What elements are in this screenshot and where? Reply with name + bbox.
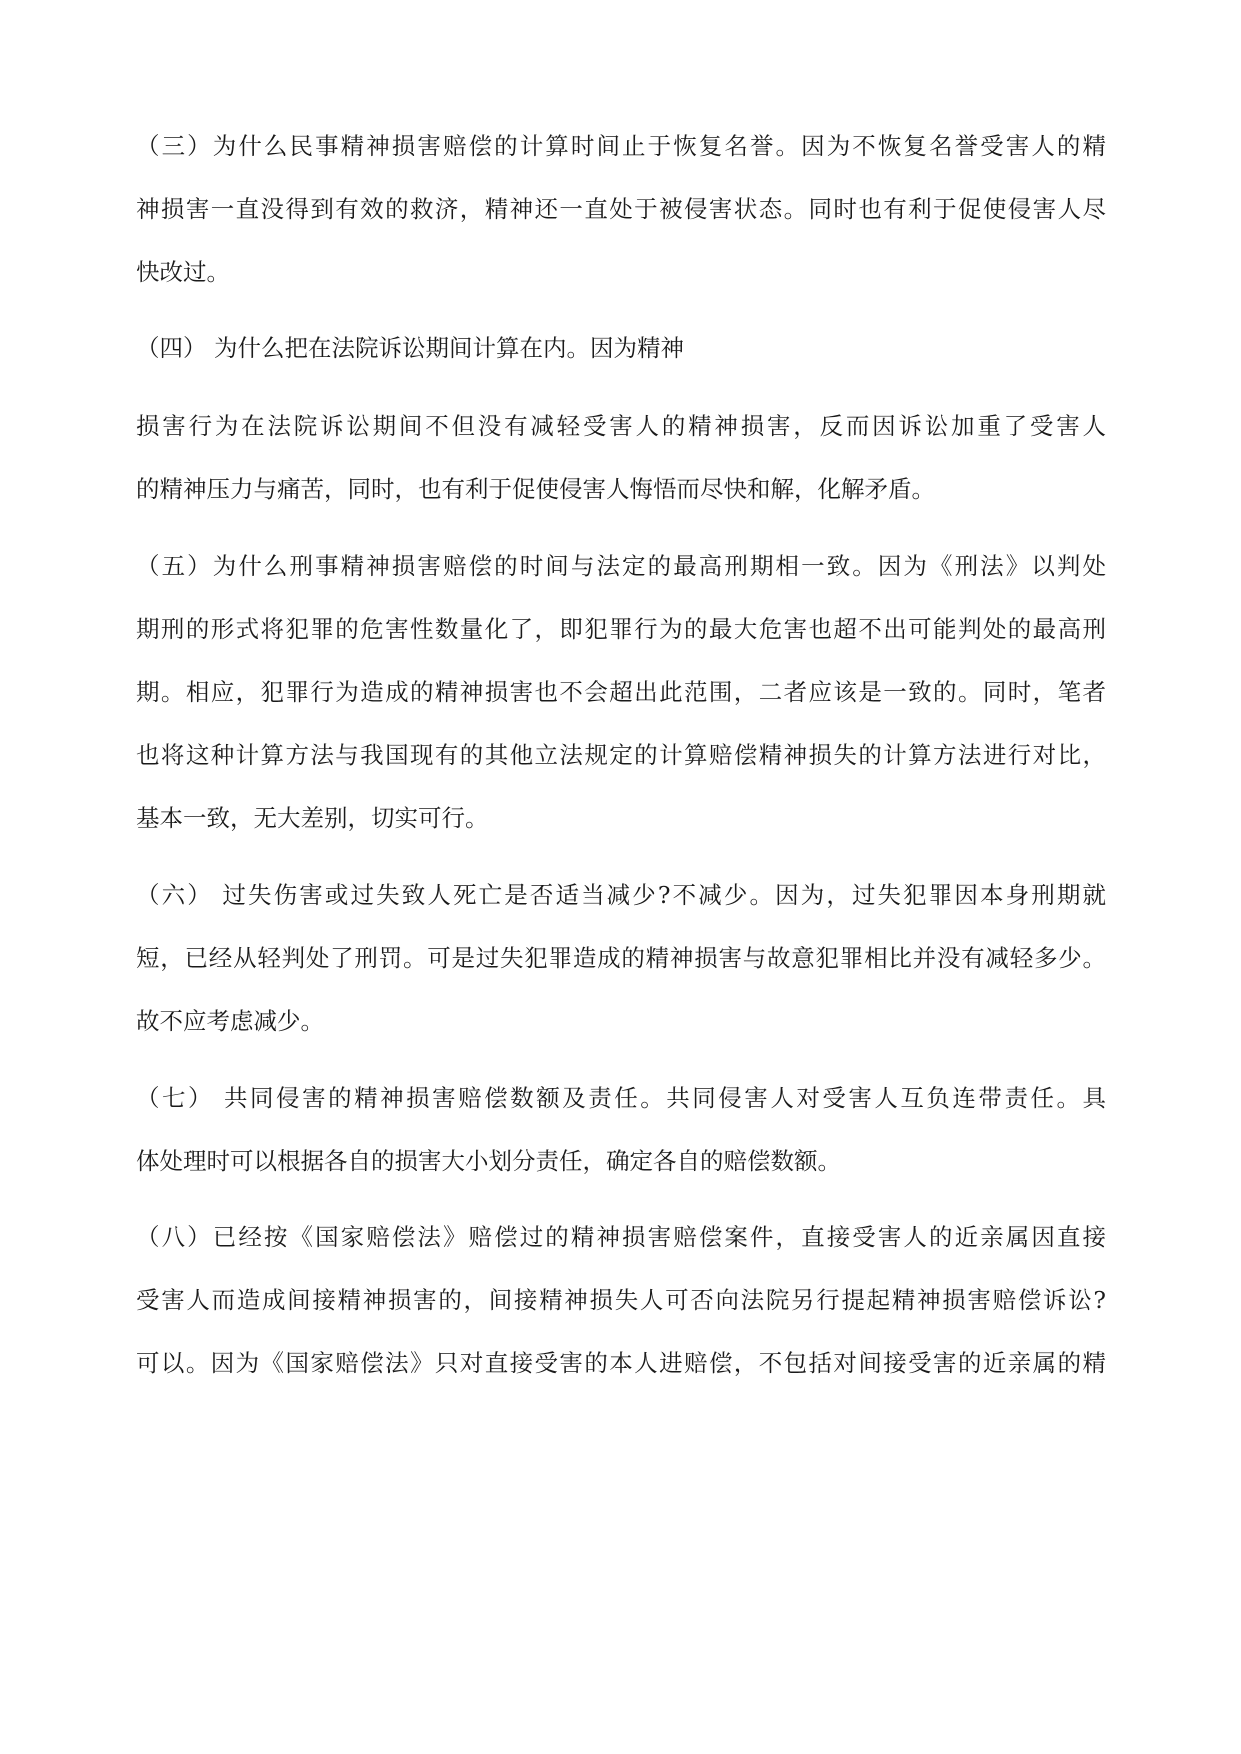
text-line: 可以。因为《国家赔偿法》只对直接受害的本人进赔偿，不包括对间接受害的近亲属的精	[136, 1349, 1106, 1377]
text-line: 短，已经从轻判处了刑罚。可是过失犯罪造成的精神损害与故意犯罪相比并没有减轻多少。	[136, 944, 1106, 972]
text-line: 体处理时可以根据各自的损害大小划分责任，确定各自的赔偿数额。	[136, 1147, 841, 1175]
text-line: （六） 过失伤害或过失致人死亡是否适当减少?不减少。因为，过失犯罪因本身刑期就	[136, 881, 1106, 909]
text-line: 基本一致，无大差别，切实可行。	[136, 804, 489, 832]
text-line: 神损害一直没得到有效的救济，精神还一直处于被侵害状态。同时也有利于促使侵害人尽	[136, 195, 1106, 223]
text-line: 损害行为在法院诉讼期间不但没有减轻受害人的精神损害，反而因诉讼加重了受害人	[136, 412, 1106, 440]
text-line: 期。相应，犯罪行为造成的精神损害也不会超出此范围，二者应该是一致的。同时，笔者	[136, 678, 1106, 706]
text-line: 也将这种计算方法与我国现有的其他立法规定的计算赔偿精神损失的计算方法进行对比，	[136, 741, 1106, 769]
text-line: 快改过。	[136, 258, 230, 286]
text-line: 期刑的形式将犯罪的危害性数量化了，即犯罪行为的最大危害也超不出可能判处的最高刑	[136, 615, 1106, 643]
text-line: （四） 为什么把在法院诉讼期间计算在内。因为精神	[136, 334, 684, 362]
text-line: 故不应考虑减少。	[136, 1007, 324, 1035]
text-line: （三）为什么民事精神损害赔偿的计算时间止于恢复名誉。因为不恢复名誉受害人的精	[136, 132, 1106, 160]
text-line: （五）为什么刑事精神损害赔偿的时间与法定的最高刑期相一致。因为《刑法》以判处	[136, 552, 1106, 580]
text-line: （七） 共同侵害的精神损害赔偿数额及责任。共同侵害人对受害人互负连带责任。具	[136, 1084, 1106, 1112]
text-line: 的精神压力与痛苦，同时，也有利于促使侵害人悔悟而尽快和解，化解矛盾。	[136, 475, 935, 503]
text-line: 受害人而造成间接精神损害的，间接精神损失人可否向法院另行提起精神损害赔偿诉讼?	[136, 1286, 1106, 1314]
text-line: （八）已经按《国家赔偿法》赔偿过的精神损害赔偿案件，直接受害人的近亲属因直接	[136, 1223, 1106, 1251]
